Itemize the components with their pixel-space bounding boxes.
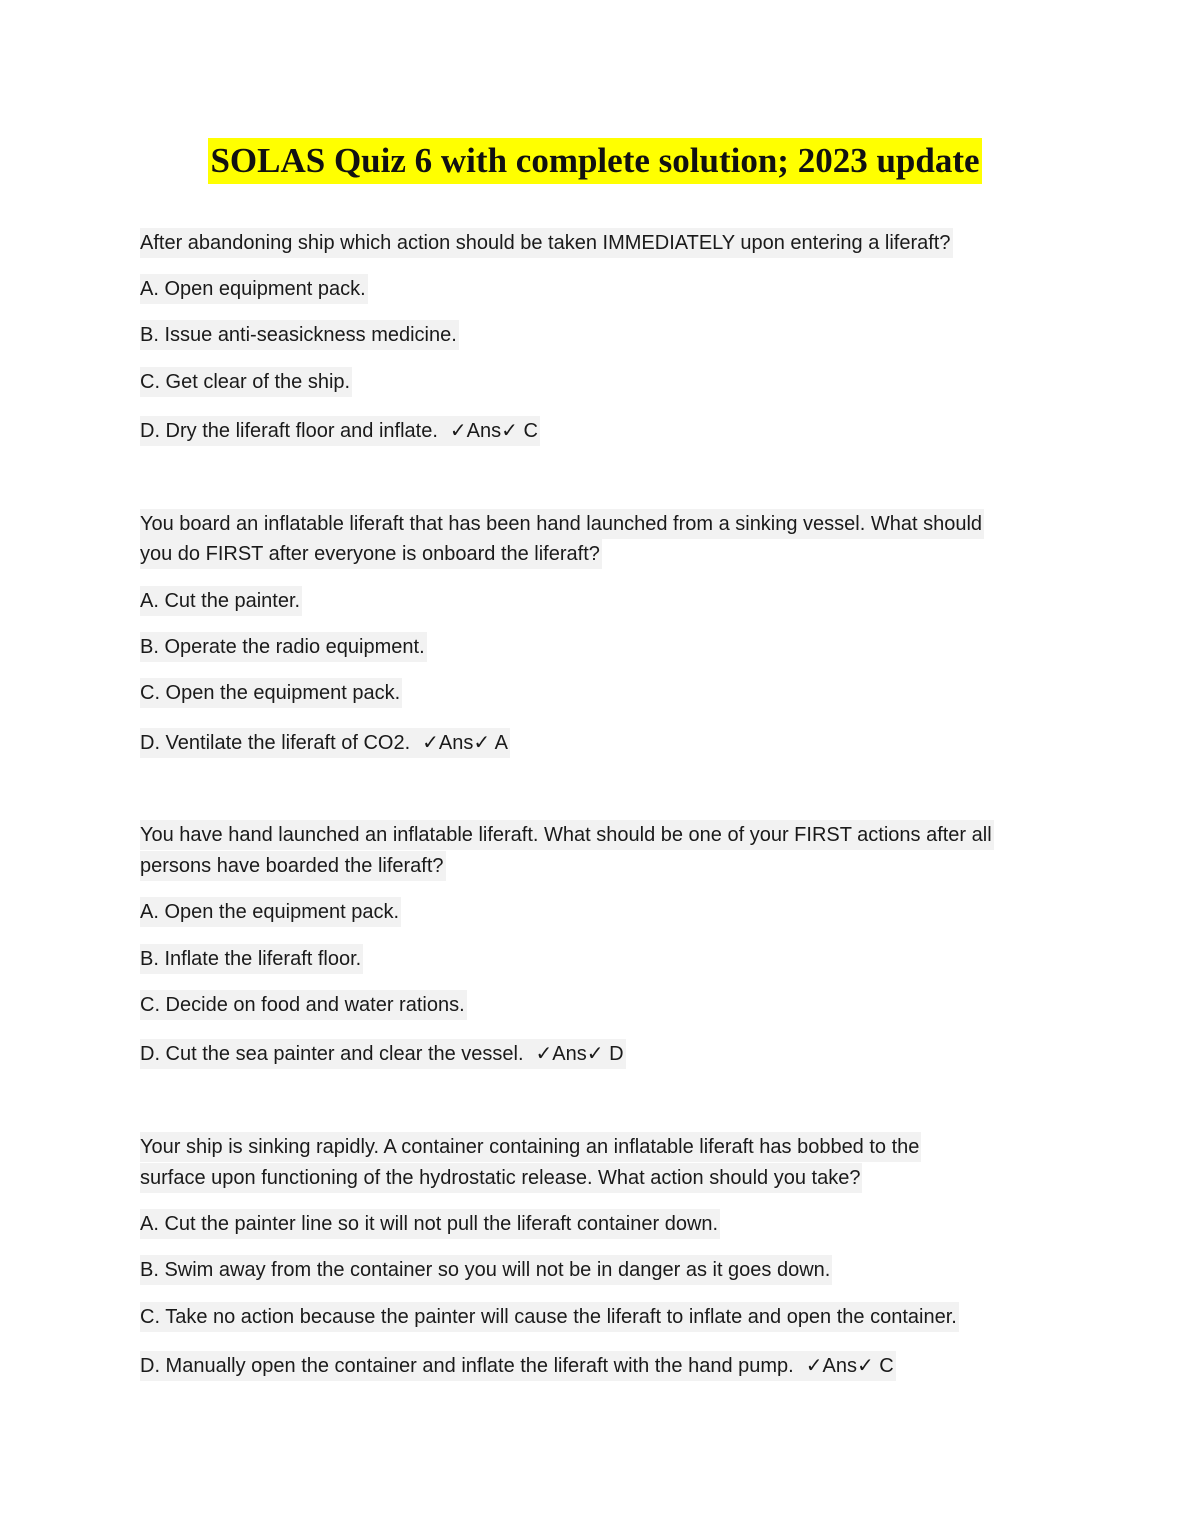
question-2-option-b: B. Operate the radio equipment. xyxy=(140,632,427,662)
question-2-option-a: A. Cut the painter. xyxy=(140,586,302,616)
question-2-option-c: C. Open the equipment pack. xyxy=(140,678,402,708)
question-3-answer: ✓Ans✓ D xyxy=(535,1043,624,1065)
question-2-option-d: D. Ventilate the liferaft of CO2. xyxy=(140,732,411,754)
question-4-option-d-line xyxy=(140,1351,896,1381)
question-1-text: After abandoning ship which action should be taken IMMEDIATELY upon entering a liferaft? xyxy=(140,228,953,258)
question-2-option-d-line xyxy=(140,728,510,758)
question-4-option-d: D. Manually open the container and inflate the liferaft with the hand pump. xyxy=(140,1355,794,1377)
question-4-option-b: B. Swim away from the container so you will not be in danger as it goes down. xyxy=(140,1255,832,1285)
question-3-option-c: C. Decide on food and water rations. xyxy=(140,990,467,1020)
question-1-option-d: D. Dry the liferaft floor and inflate. xyxy=(140,420,438,442)
question-3-option-d: D. Cut the sea painter and clear the vessel. xyxy=(140,1043,524,1065)
question-1-option-b: B. Issue anti-seasickness medicine. xyxy=(140,320,459,350)
question-1-option-a: A. Open equipment pack. xyxy=(140,274,368,304)
question-3-option-a: A. Open the equipment pack. xyxy=(140,897,401,927)
question-1-option-c: C. Get clear of the ship. xyxy=(140,367,352,397)
question-4-text-line-1: Your ship is sinking rapidly. A container containing an inflatable liferaft has bobbed to the xyxy=(140,1132,921,1162)
question-4-text-line-2: surface upon functioning of the hydrostatic release. What action should you take? xyxy=(140,1163,862,1193)
question-3-text-line-2: persons have boarded the liferaft? xyxy=(140,851,446,881)
question-3-option-b: B. Inflate the liferaft floor. xyxy=(140,944,363,974)
question-2-text-line-1: You board an inflatable liferaft that has been hand launched from a sinking vessel. What should xyxy=(140,509,984,539)
page-title: SOLAS Quiz 6 with complete solution; 2023 update xyxy=(208,138,981,184)
title-wrap xyxy=(0,138,1190,184)
question-4-option-c: C. Take no action because the painter will cause the liferaft to inflate and open the container. xyxy=(140,1302,959,1332)
question-1-option-d-line xyxy=(140,416,540,446)
question-3-option-d-line xyxy=(140,1039,626,1069)
question-2-answer: ✓Ans✓ A xyxy=(422,732,508,754)
question-4-option-a: A. Cut the painter line so it will not pull the liferaft container down. xyxy=(140,1209,720,1239)
question-2-text-line-2: you do FIRST after everyone is onboard the liferaft? xyxy=(140,539,602,569)
question-1-answer: ✓Ans✓ C xyxy=(449,420,538,442)
question-4-answer: ✓Ans✓ C xyxy=(805,1355,894,1377)
question-3-text-line-1: You have hand launched an inflatable liferaft. What should be one of your FIRST actions after all xyxy=(140,820,994,850)
